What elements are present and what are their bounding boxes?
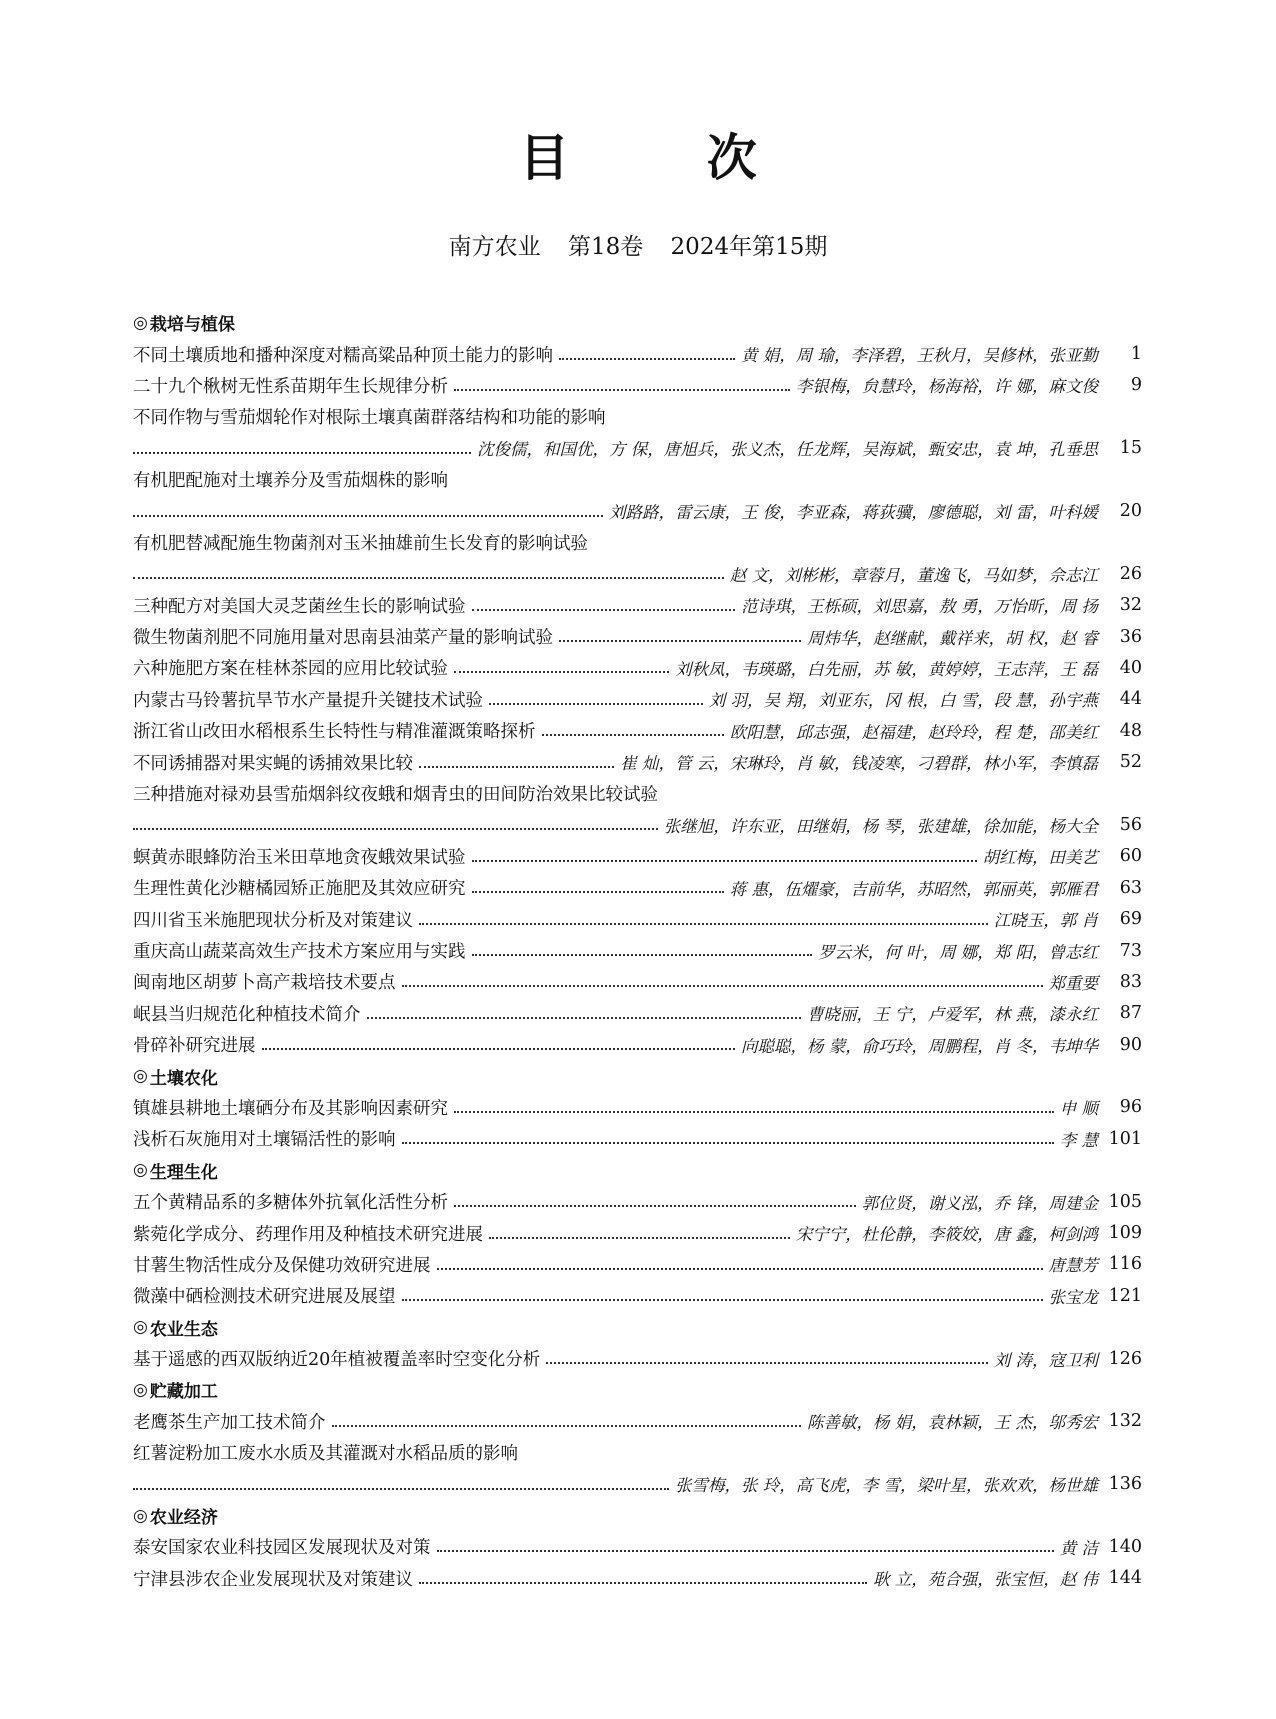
page-title: 目 次 (519, 129, 817, 187)
article-authors: 郭位贤，谢义泓，乔 锋，周建金 (861, 1193, 1098, 1213)
dot-leader (472, 859, 977, 862)
toc-entry[interactable] (133, 903, 1142, 934)
dot-leader (419, 765, 614, 768)
article-authors: 曹晓丽，王 宁，卢爱军，林 燕，漆永红 (807, 1005, 1098, 1025)
article-authors: 李 慧 (1059, 1130, 1098, 1150)
article-title: 甘薯生物活性成分及保健功效研究进展 (133, 1255, 431, 1276)
page-number: 60 (1119, 846, 1142, 867)
dot-leader (454, 1110, 1054, 1113)
page-number: 32 (1119, 595, 1142, 616)
article-title: 浅析石灰施用对土壤镉活性的影响 (133, 1130, 396, 1151)
toc-entry[interactable] (133, 338, 1142, 369)
toc-entry-title-line[interactable] (133, 464, 1142, 495)
page-number: 20 (1119, 501, 1142, 522)
page-number: 126 (1108, 1348, 1142, 1369)
article-title: 不同诱捕器对果实蝇的诱捕效果比较 (133, 753, 413, 774)
dot-leader (437, 1549, 1054, 1552)
page-number: 96 (1119, 1097, 1142, 1118)
dot-leader (419, 1581, 867, 1584)
section-marker-icon: ◎ (133, 1379, 148, 1400)
section-marker-icon: ◎ (133, 1160, 148, 1181)
article-authors: 黄 洁 (1059, 1538, 1098, 1558)
article-title: 闽南地区胡萝卜高产栽培技术要点 (133, 973, 396, 994)
dot-leader (133, 576, 724, 579)
article-title: 不同作物与雪茄烟轮作对根际土壤真菌群落结构和功能的影响 (133, 408, 606, 429)
article-authors: 范诗琪，王栎硕，刘思嘉，敖 勇，万怡昕，周 扬 (741, 597, 1098, 617)
article-title: 微生物菌剂肥不同施用量对思南县油菜产量的影响试验 (133, 628, 553, 649)
article-title: 不同土壤质地和播种深度对糯高粱品种顶土能力的影响 (133, 345, 553, 366)
toc-entry[interactable] (133, 1123, 1142, 1154)
section-heading (133, 1155, 1142, 1186)
article-title: 三种配方对美国大灵芝菌丝生长的影响试验 (133, 596, 466, 617)
section-heading (133, 1500, 1142, 1531)
article-authors: 蒋 惠，伍燿豪，吉前华，苏昭然，郭丽英，郭雁君 (729, 879, 1098, 899)
page-number: 121 (1108, 1285, 1142, 1306)
toc-entry[interactable] (133, 841, 1142, 872)
dot-leader (472, 953, 813, 956)
article-title: 有机肥替减配施生物菌剂对玉米抽雄前生长发育的影响试验 (133, 533, 588, 554)
page-number: 44 (1119, 689, 1142, 710)
toc-entry[interactable] (133, 1563, 1142, 1594)
toc-entry-title-line[interactable] (133, 527, 1142, 558)
section-heading (133, 307, 1142, 338)
page-number: 116 (1108, 1254, 1142, 1275)
section-heading (133, 1060, 1142, 1091)
section-title: 生理生化 (149, 1162, 218, 1183)
dot-leader (437, 1267, 1043, 1270)
dot-leader (133, 827, 658, 830)
dot-leader (472, 608, 736, 611)
toc-entry[interactable] (133, 1406, 1142, 1437)
article-authors: 胡红梅，田美艺 (982, 848, 1098, 868)
toc-entry[interactable] (133, 370, 1142, 401)
article-authors: 刘路路，雷云康，王 俊，李亚森，蒋荻骥，廖德聪，刘 雷，叶科媛 (609, 503, 1098, 523)
dot-leader (419, 922, 988, 925)
article-authors: 张继旭，许东亚，田继娟，杨 琴，张建雄，徐加能，杨大全 (663, 816, 1098, 836)
article-title: 四川省玉米施肥现状分析及对策建议 (133, 910, 413, 931)
article-title: 浙江省山改田水稻根系生长特性与精准灌溉策略探析 (133, 722, 536, 743)
page-number: 26 (1119, 563, 1142, 584)
page-number: 140 (1108, 1536, 1142, 1557)
toc-entry[interactable] (133, 935, 1142, 966)
article-authors: 江晓玉，郭 肖 (993, 911, 1098, 931)
dot-leader (133, 514, 603, 517)
dot-leader (472, 890, 724, 893)
article-title: 岷县当归规范化种植技术简介 (133, 1004, 361, 1025)
toc-entry[interactable] (133, 558, 1142, 589)
article-title: 红薯淀粉加工废水水质及其灌溉对水稻品质的影响 (133, 1444, 518, 1465)
article-authors: 周炜华，赵继献，戴祥来，胡 权，赵 睿 (807, 628, 1098, 648)
article-authors: 郑重要 (1048, 973, 1098, 993)
toc-entry[interactable] (133, 872, 1142, 903)
article-authors: 唐慧芳 (1048, 1256, 1098, 1276)
section-marker-icon: ◎ (133, 1066, 148, 1087)
article-authors: 张宝龙 (1048, 1287, 1098, 1307)
section-marker-icon: ◎ (133, 312, 148, 333)
article-title: 内蒙古马铃薯抗旱节水产量提升关键技术试验 (133, 690, 483, 711)
article-authors: 申 顺 (1059, 1099, 1098, 1119)
toc-entry[interactable] (133, 684, 1142, 715)
dot-leader (559, 639, 801, 642)
article-authors: 刘 涛，寇卫利 (993, 1350, 1098, 1370)
page-number: 69 (1119, 909, 1142, 930)
dot-leader (402, 1298, 1043, 1301)
article-authors: 向聪聪，杨 蒙，俞巧玲，周鹏程，肖 冬，韦坤华 (741, 1036, 1098, 1056)
article-authors: 罗云米，何 叶，周 娜，郑 阳，曾志红 (818, 942, 1098, 962)
article-authors: 陈善敏，杨 娟，袁林颖，王 杰，邬秀宏 (807, 1413, 1098, 1433)
section-title: 栽培与植保 (149, 315, 235, 336)
page-number: 9 (1130, 375, 1142, 396)
page-number: 36 (1119, 626, 1142, 647)
dot-leader (367, 1016, 802, 1019)
section-marker-icon: ◎ (133, 1317, 148, 1338)
article-title: 生理性黄化沙糖橘园矫正施肥及其效应研究 (133, 879, 466, 900)
article-title: 五个黄精品系的多糖体外抗氧化活性分析 (133, 1193, 448, 1214)
article-title: 三种措施对禄劝县雪茄烟斜纹夜蛾和烟青虫的田间防治效果比较试验 (133, 785, 658, 806)
article-authors: 李银梅，贠慧玲，杨海裕，许 娜，麻文俊 (795, 377, 1098, 397)
toc-entry[interactable] (133, 495, 1142, 526)
page-number: 132 (1108, 1411, 1142, 1432)
page-number: 87 (1119, 1003, 1142, 1024)
section-heading (133, 1374, 1142, 1405)
toc-entry[interactable] (133, 1280, 1142, 1311)
article-title: 螟黄赤眼蜂防治玉米田草地贪夜蛾效果试验 (133, 847, 466, 868)
article-authors: 赵 文，刘彬彬，章蓉月，董逸飞，马如梦，佘志江 (729, 565, 1098, 585)
section-title: 农业经济 (149, 1508, 218, 1529)
article-title: 紫菀化学成分、药理作用及种植技术研究进展 (133, 1224, 483, 1245)
toc-entry[interactable] (133, 590, 1142, 621)
article-authors: 欧阳慧，邱志强，赵福建，赵玲玲，程 楚，邵美红 (729, 722, 1098, 742)
toc-entry[interactable] (133, 998, 1142, 1029)
toc-entry[interactable] (133, 809, 1142, 840)
issue-number: 2024年第15期 (670, 234, 828, 260)
toc-entry[interactable] (133, 1343, 1142, 1374)
article-title: 宁津县涉农企业发展现状及对策建议 (133, 1569, 413, 1590)
page-number: 73 (1119, 940, 1142, 961)
toc-entry-title-line[interactable] (133, 401, 1142, 432)
dot-leader (546, 1361, 987, 1364)
journal-info (0, 232, 1276, 262)
article-title: 基于遥感的西双版纳近20年植被覆盖率时空变化分析 (133, 1350, 541, 1371)
toc-entry[interactable] (133, 1249, 1142, 1280)
article-title: 有机肥配施对土壤养分及雪茄烟株的影响 (133, 471, 448, 492)
article-title: 微藻中硒检测技术研究进展及展望 (133, 1287, 396, 1308)
page-number: 1 (1130, 344, 1142, 365)
toc-entry[interactable] (133, 1029, 1142, 1060)
dot-leader (454, 1204, 856, 1207)
article-title: 重庆高山蔬菜高效生产技术方案应用与实践 (133, 942, 466, 962)
journal-name: 南方农业 (448, 234, 541, 260)
section-title: 土壤农化 (149, 1068, 218, 1089)
toc-entry[interactable] (133, 1217, 1142, 1248)
dot-leader (133, 451, 471, 454)
page-number: 52 (1119, 752, 1142, 773)
dot-leader (454, 388, 790, 391)
article-authors: 张雪梅，张 玲，高飞虎，李 雪，梁叶星，张欢欢，杨世雄 (675, 1476, 1098, 1496)
dot-leader (542, 733, 724, 736)
article-authors: 刘 羽，吴 翔，刘亚东，冈 根，白 雪，段 慧，孙宇燕 (708, 691, 1098, 711)
section-title: 农业生态 (149, 1319, 218, 1340)
toc-entry[interactable] (133, 966, 1142, 997)
article-authors: 耿 立，苑合强，张宝恒，赵 伟 (873, 1570, 1098, 1590)
dot-leader (489, 702, 703, 705)
article-title: 六种施肥方案在桂林茶园的应用比较试验 (133, 659, 448, 680)
article-title: 二十九个楸树无性系苗期年生长规律分析 (133, 376, 448, 397)
article-title: 镇雄县耕地土壤硒分布及其影响因素研究 (133, 1098, 448, 1119)
toc-entry-title-line[interactable] (133, 1437, 1142, 1468)
page-number: 40 (1119, 657, 1142, 678)
page-number: 56 (1119, 814, 1142, 835)
page-number: 15 (1119, 438, 1142, 459)
page-number: 48 (1119, 720, 1142, 741)
page-number: 109 (1108, 1223, 1142, 1244)
article-title: 老鹰茶生产加工技术简介 (133, 1412, 326, 1433)
page-number: 144 (1108, 1568, 1142, 1589)
article-authors: 宋宁宁，杜伦静，李筱姣，唐 鑫，柯剑鸿 (795, 1225, 1098, 1245)
page-number: 83 (1119, 971, 1142, 992)
section-heading (133, 1312, 1142, 1343)
dot-leader (454, 670, 669, 673)
page-number: 105 (1108, 1191, 1142, 1212)
article-authors: 崔 灿，管 云，宋琳玲，肖 敏，钱凌寒，刁碧群，林小军，李慎磊 (620, 754, 1098, 774)
dot-leader (559, 357, 735, 360)
article-title: 骨碎补研究进展 (133, 1036, 256, 1057)
toc-entry[interactable] (133, 746, 1142, 777)
toc-entry[interactable] (133, 433, 1142, 464)
page-number: 101 (1108, 1128, 1142, 1149)
page-number: 63 (1119, 877, 1142, 898)
toc-entry[interactable] (133, 715, 1142, 746)
toc-entry[interactable] (133, 621, 1142, 652)
page-number: 136 (1108, 1474, 1142, 1495)
article-title: 泰安国家农业科技园区发展现状及对策 (133, 1538, 431, 1559)
section-title: 贮藏加工 (149, 1382, 218, 1403)
dot-leader (402, 1141, 1054, 1144)
dot-leader (262, 1047, 736, 1050)
section-marker-icon: ◎ (133, 1505, 148, 1526)
table-of-contents (133, 307, 1142, 1594)
toc-entry[interactable] (133, 652, 1142, 683)
page-number: 90 (1119, 1034, 1142, 1055)
toc-entry[interactable] (133, 1186, 1142, 1217)
dot-leader (402, 984, 1043, 987)
article-authors: 刘秋凤，韦瑛璐，白先丽，苏 敏，黄婷婷，王志萍，王 磊 (675, 659, 1098, 679)
dot-leader (133, 1487, 669, 1490)
volume-number: 第18卷 (567, 234, 644, 260)
dot-leader (489, 1236, 790, 1239)
toc-entry[interactable] (133, 1531, 1142, 1562)
article-authors: 黄 娟，周 瑜，李泽碧，王秋月，吴修林，张亚勤 (741, 346, 1098, 366)
toc-entry[interactable] (133, 1092, 1142, 1123)
toc-entry-title-line[interactable] (133, 778, 1142, 809)
dot-leader (332, 1424, 802, 1427)
toc-entry[interactable] (133, 1468, 1142, 1499)
article-authors: 沈俊儒，和国优，方 保，唐旭兵，张义杰，任龙辉，吴海斌，甄安忠，袁 坤，孔垂思 (477, 440, 1098, 460)
